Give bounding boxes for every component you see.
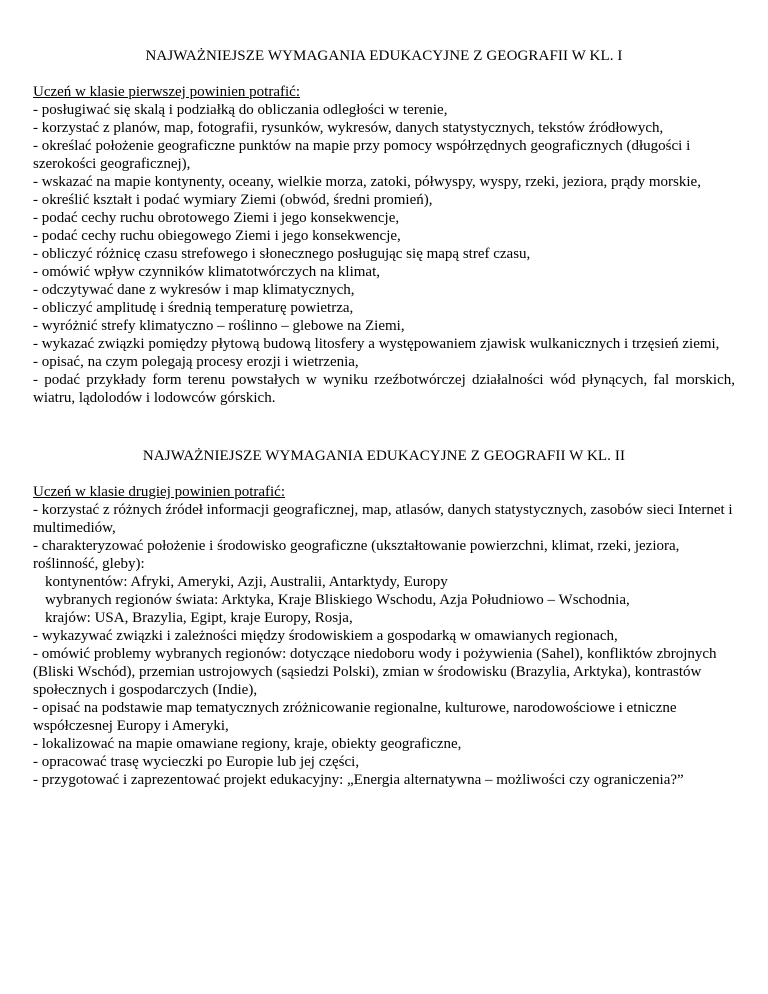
- section-intro: Uczeń w klasie drugiej powinien potrafić:: [33, 484, 285, 500]
- section-heading: NAJWAŻNIEJSZE WYMAGANIA EDUKACYJNE Z GEOGRAFII W KL. II: [142, 448, 626, 464]
- list-item: - opracować trasę wycieczki po Europie lub jej części,: [33, 754, 360, 770]
- list-item: - przygotować i zaprezentować projekt edukacyjny: „Energia alternatywna – możliwości czy ograniczenia?”: [33, 772, 684, 788]
- section-class-2: [33, 448, 735, 789]
- list-item: - wskazać na mapie kontynenty, oceany, wielkie morza, zatoki, półwyspy, wyspy, rzeki, jeziora, prądy morskie,: [33, 174, 701, 190]
- list-item: - podać cechy ruchu obrotowego Ziemi i jego konsekwencje,: [33, 210, 400, 226]
- list-item: - określić kształt i podać wymiary Ziemi (obwód, średni promień),: [33, 192, 433, 208]
- list-item: - omówić wpływ czynników klimatotwórczych na klimat,: [33, 264, 380, 280]
- list-item: - podać przykłady form terenu powstałych w wyniku rzeźbotwórczej działalności wód płynących, fal morskich, wiatru, lądolodów i lodowców górskich.: [33, 372, 735, 406]
- list-subitem: kontynentów: Afryki, Ameryki, Azji, Australii, Antarktydy, Europy: [45, 574, 448, 590]
- list-item: - wykazywać związki i zależności między środowiskiem a gospodarką w omawianych regionach,: [33, 628, 618, 644]
- section-heading: NAJWAŻNIEJSZE WYMAGANIA EDUKACYJNE Z GEOGRAFII W KL. I: [145, 48, 623, 64]
- list-item: - charakteryzować położenie i środowisko geograficzne (ukształtowanie powierzchni, klimat, rzeki, jeziora, roślinność, gleby):: [33, 538, 680, 572]
- list-item: - obliczyć różnicę czasu strefowego i słonecznego posługując się mapą stref czasu,: [33, 246, 531, 262]
- list-item: - wykazać związki pomiędzy płytową budową litosfery a występowaniem zjawisk wulkanicznych i trzęsień ziemi,: [33, 336, 720, 352]
- list-subitem: krajów: USA, Brazylia, Egipt, kraje Europy, Rosja,: [45, 610, 353, 626]
- list-item: - opisać na podstawie map tematycznych zróżnicowanie regionalne, kulturowe, narodowościowe i etniczne współczesnej Europy i Ameryki,: [33, 700, 677, 734]
- section-class-1: [33, 48, 735, 407]
- list-item: - podać cechy ruchu obiegowego Ziemi i jego konsekwencje,: [33, 228, 401, 244]
- list-item: - lokalizować na mapie omawiane regiony, kraje, obiekty geograficzne,: [33, 736, 462, 752]
- list-item: - wyróżnić strefy klimatyczno – roślinno – glebowe na Ziemi,: [33, 318, 405, 334]
- list-item: - odczytywać dane z wykresów i map klimatycznych,: [33, 282, 355, 298]
- list-item: - korzystać z planów, map, fotografii, rysunków, wykresów, danych statystycznych, tekstów źródłowych,: [33, 120, 664, 136]
- list-item: - opisać, na czym polegają procesy erozji i wietrzenia,: [33, 354, 359, 370]
- list-item: - określać położenie geograficzne punktów na mapie przy pomocy współrzędnych geograficznych (długości i szerokości geograficznej),: [33, 138, 691, 172]
- section-intro: Uczeń w klasie pierwszej powinien potrafić:: [33, 84, 300, 100]
- list-item: - posługiwać się skalą i podziałką do obliczania odległości w terenie,: [33, 102, 448, 118]
- list-item: - obliczyć amplitudę i średnią temperaturę powietrza,: [33, 300, 354, 316]
- list-item: - omówić problemy wybranych regionów: dotyczące niedoboru wody i pożywienia (Sahel), konfliktów zbrojnych (Bliski Wschód), przemian ustrojowych (sąsiedzi Polski), zmian w środowisku (Brazylia, Arktyka), kontrastów społecznych i gospodarczych (Indie),: [33, 646, 717, 698]
- list-item: - korzystać z różnych źródeł informacji geograficznej, map, atlasów, danych statystycznych, zasobów sieci Internet i multimediów,: [33, 502, 733, 536]
- list-subitem: wybranych regionów świata: Arktyka, Kraje Bliskiego Wschodu, Azja Południowo – Wschodnia,: [45, 592, 630, 608]
